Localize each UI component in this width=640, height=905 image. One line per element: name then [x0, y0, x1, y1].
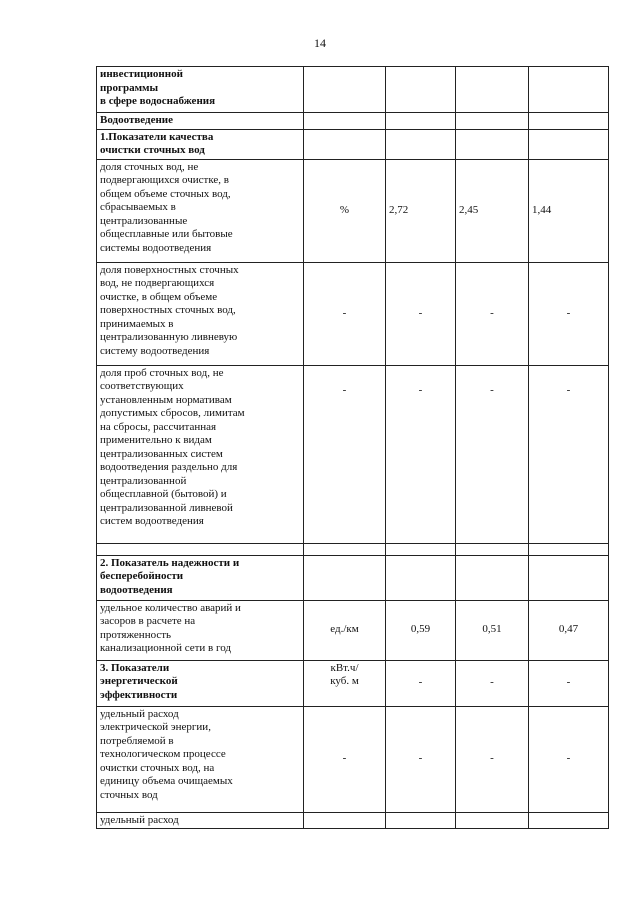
value-cell [529, 113, 609, 130]
value-cell [304, 555, 386, 600]
value-cell: - [386, 706, 456, 812]
value-cell: 1,44 [529, 159, 609, 262]
value-cell [304, 113, 386, 130]
table-row [97, 365, 609, 543]
value-cell [386, 812, 456, 829]
value-cell [456, 812, 529, 829]
value-cell [386, 543, 456, 555]
page-number: 14 [314, 36, 326, 50]
indicator-name-cell: 3. Показатели энергетической эффективности [97, 660, 304, 706]
value-cell: 2,45 [456, 159, 529, 262]
indicator-name-cell: Водоотведение [97, 113, 304, 130]
indicator-name-cell: удельное количество аварий и засоров в расчете на протяженность канализационной сети в год [97, 600, 304, 660]
value-cell [529, 129, 609, 159]
value-cell [529, 543, 609, 555]
indicators-table [96, 66, 609, 829]
indicator-name-cell: 1.Показатели качества очистки сточных вод [97, 129, 304, 159]
table-row [97, 600, 609, 660]
value-cell: - [456, 660, 529, 706]
value-cell: - [386, 262, 456, 365]
value-cell [386, 555, 456, 600]
indicator-name-cell: доля проб сточных вод, не соответствующих установленным нормативам допустимых сбросов, лимитам на сбросы, рассчитанная применительно к видам централизованных систем водоотведения раздельно для централизованной общесплавной (бытовой) и централизованной ливневой систем водоотведения [97, 365, 304, 543]
value-cell: - [529, 706, 609, 812]
value-cell [304, 812, 386, 829]
value-cell: % [304, 159, 386, 262]
value-cell [304, 543, 386, 555]
value-cell [456, 543, 529, 555]
value-cell: - [386, 660, 456, 706]
value-cell [304, 67, 386, 113]
value-cell: - [456, 365, 529, 543]
value-cell: - [529, 262, 609, 365]
indicator-name-cell: инвестиционной программы в сфере водоснабжения [97, 67, 304, 113]
value-cell [456, 129, 529, 159]
value-cell [456, 113, 529, 130]
indicator-name-cell: 2. Показатель надежности и бесперебойности водоотведения [97, 555, 304, 600]
value-cell [386, 113, 456, 130]
value-cell: - [529, 660, 609, 706]
value-cell: - [304, 706, 386, 812]
value-cell: - [456, 262, 529, 365]
value-cell [304, 129, 386, 159]
value-cell: 0,47 [529, 600, 609, 660]
indicator-name-cell [97, 543, 304, 555]
table-row [97, 660, 609, 706]
value-cell: - [304, 262, 386, 365]
value-cell [456, 67, 529, 113]
table-body [97, 67, 609, 829]
table-row [97, 262, 609, 365]
value-cell [529, 812, 609, 829]
value-cell [386, 67, 456, 113]
indicator-name-cell: удельный расход электрической энергии, потребляемой в технологическом процессе очистки сточных вод, на единицу объема очищаемых сточных вод [97, 706, 304, 812]
table-row [97, 543, 609, 555]
value-cell [386, 129, 456, 159]
value-cell: - [456, 706, 529, 812]
value-cell [529, 67, 609, 113]
value-cell: 0,51 [456, 600, 529, 660]
value-cell [529, 555, 609, 600]
value-cell: кВт.ч/ куб. м [304, 660, 386, 706]
table-row [97, 113, 609, 130]
table-row [97, 555, 609, 600]
table-row [97, 812, 609, 829]
table-row [97, 129, 609, 159]
table-row [97, 67, 609, 113]
value-cell: - [386, 365, 456, 543]
value-cell: - [529, 365, 609, 543]
table-row [97, 159, 609, 262]
indicator-name-cell: удельный расход [97, 812, 304, 829]
indicator-name-cell: доля сточных вод, не подвергающихся очистке, в общем объеме сточных вод, сбрасываемых в централизованные общесплавные или бытовые системы водоотведения [97, 159, 304, 262]
value-cell: ед./км [304, 600, 386, 660]
value-cell [456, 555, 529, 600]
value-cell: 0,59 [386, 600, 456, 660]
value-cell: - [304, 365, 386, 543]
table-row [97, 706, 609, 812]
value-cell: 2,72 [386, 159, 456, 262]
indicator-name-cell: доля поверхностных сточных вод, не подвергающихся очистке, в общем объеме поверхностных сточных вод, принимаемых в централизованную ливневую систему водоотведения [97, 262, 304, 365]
